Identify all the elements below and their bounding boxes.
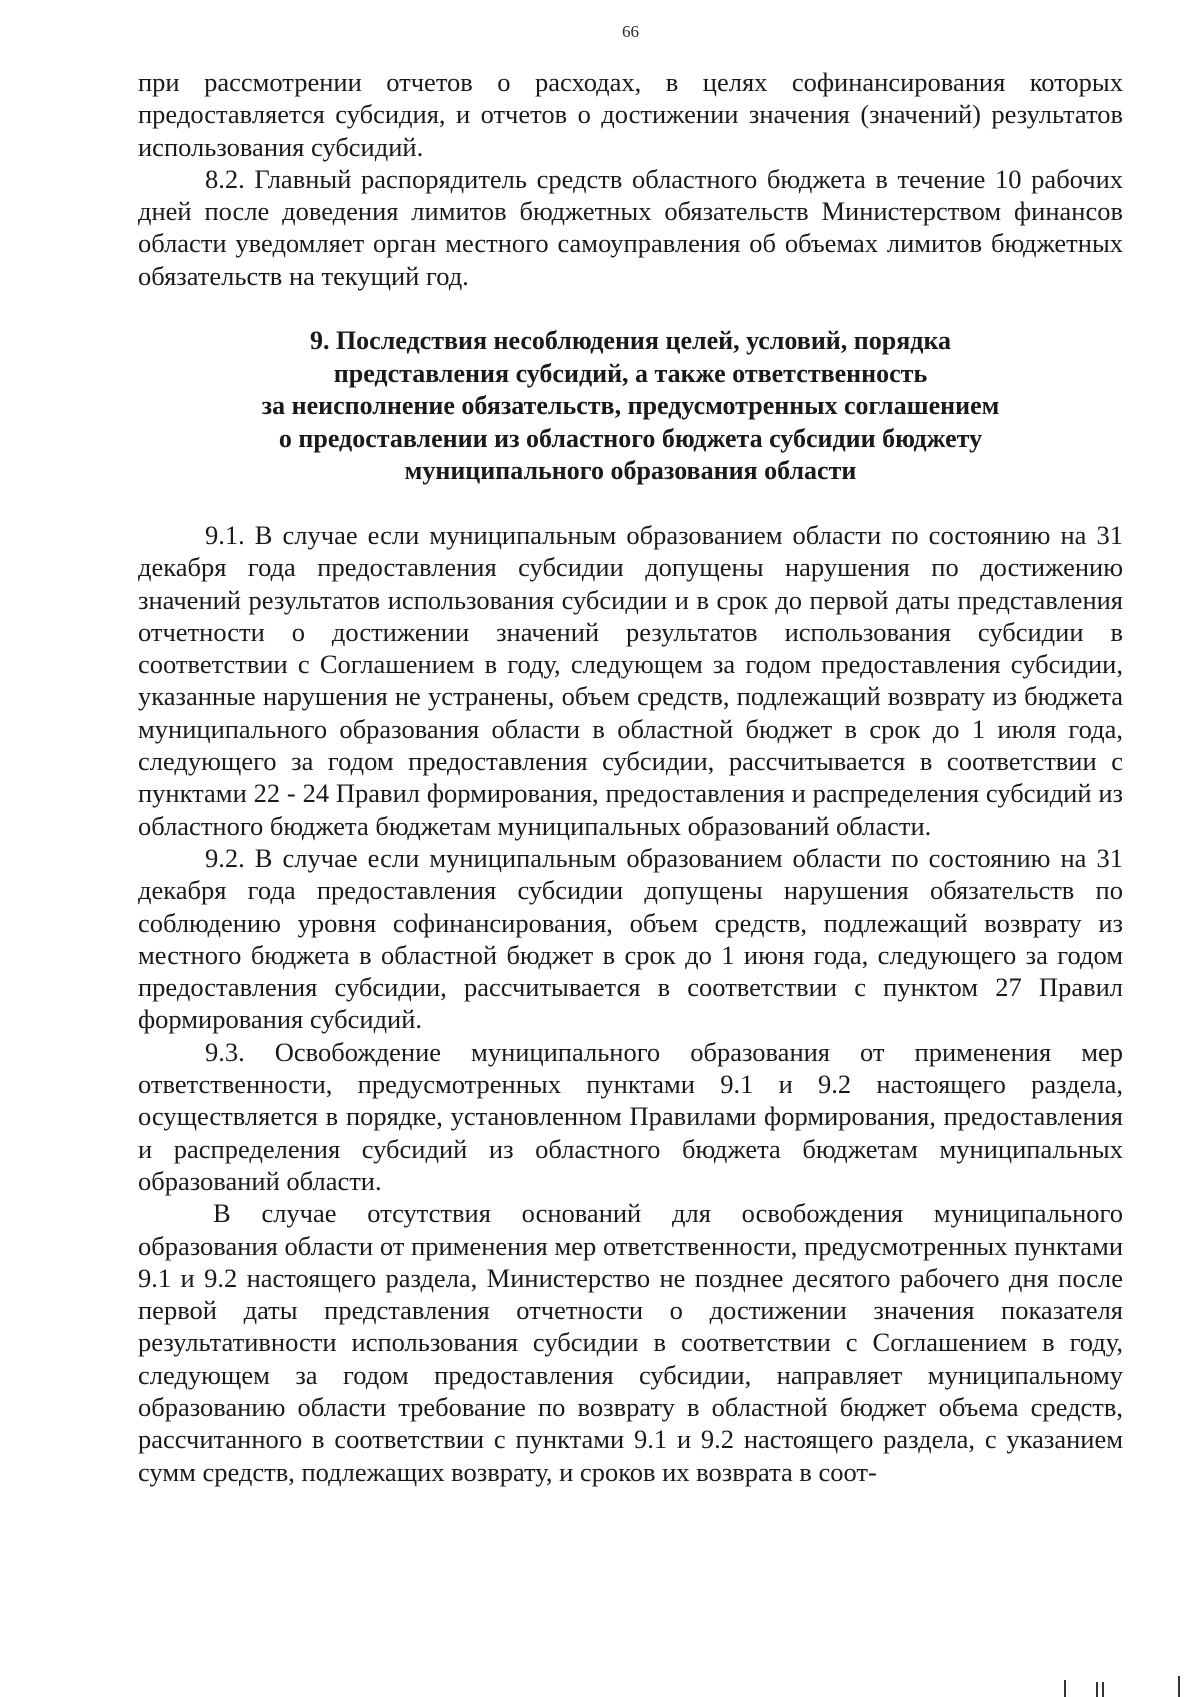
intro-text <box>138 66 1123 292</box>
paragraph-continuation: при рассмотрении отчетов о расходах, в целях софинансирования которых предоставляется субсидия, и отчетов о достижении значения (значений) результатов использования субсидий. <box>138 67 1123 162</box>
section-body <box>138 519 1123 1488</box>
paragraph-9-2: 9.2. В случае если муниципальным образованием области по состоянию на 31 декабря года предоставления субсидии допущены нарушения обязательств по соблюдению уровня софинансирования, объем средств, подлежащий возврату из местного бюджета в областной бюджет в срок до 1 июня года, следующего за годом предоставления субсидии, рассчитывается в соответствии с пунктом 27 Правил формирования субсидий. <box>138 842 1123 1035</box>
page-number: 66 <box>622 22 639 41</box>
scan-mark <box>1178 1676 1180 1697</box>
heading-line: представления субсидий, а также ответственность <box>333 358 928 388</box>
heading-line: о предоставлении из областного бюджета субсидии бюджету <box>278 423 983 453</box>
heading-line: за неисполнение обязательств, предусмотренных соглашением <box>261 391 1000 420</box>
document-page <box>138 0 1123 1697</box>
scan-mark <box>1102 1682 1104 1697</box>
section-heading <box>138 325 1123 488</box>
heading-line: муниципального образования области <box>404 456 857 485</box>
paragraph-9-1: 9.1. В случае если муниципальным образованием области по состоянию на 31 декабря года предоставления субсидии допущены нарушения по достижению значений результатов использования субсидии и в срок до первой даты представления отчетности о достижении значений результатов использования субсидии в соответствии с Соглашением в году, следующем за годом предоставления субсидии, указанные нарушения не устранены, объем средств, подлежащий возврату из бюджета муниципального образования области в областной бюджет в срок до 1 июля года, следующего за годом предоставления субсидии, рассчитывается в соответствии с пунктами 22 - 24 Правил формирования, предоставления и распределения субсидий из областного бюджета бюджетам муниципальных образований области. <box>138 520 1123 841</box>
paragraph-8-2: 8.2. Главный распорядитель средств областного бюджета в течение 10 рабочих дней после доведения лимитов бюджетных обязательств Министерством финансов области уведомляет орган местного самоуправления об объемах лимитов бюджетных обязательств на текущий год. <box>138 163 1123 291</box>
heading-line: 9. Последствия несоблюдения целей, условий, порядка <box>309 326 952 355</box>
paragraph-final: В случае отсутствия оснований для освобождения муниципального образования области от применения мер ответственности, предусмотренных пунктами 9.1 и 9.2 настоящего раздела, Министерство не позднее десятого рабочего дня после первой даты представления отчетности о достижении значения показателя результативности использования субсидии в соответствии с Соглашением в году, следующем за годом предоставления субсидии, направляет муниципальному образованию области требование по возврату в областной бюджет объема средств, рассчитанного в соответствии с пунктами 9.1 и 9.2 настоящего раздела, с указанием сумм средств, подлежащих возврату, и сроков их возврата в соот- <box>138 1198 1123 1487</box>
scan-mark <box>1064 1680 1066 1697</box>
scan-mark <box>1096 1682 1098 1697</box>
paragraph-9-3: 9.3. Освобождение муниципального образования от применения мер ответственности, предусмотренных пунктами 9.1 и 9.2 настоящего раздела, осуществляется в порядке, установленном Правилами формирования, предоставления и распределения субсидий из областного бюджета бюджетам муниципальных образований области. <box>138 1036 1123 1196</box>
